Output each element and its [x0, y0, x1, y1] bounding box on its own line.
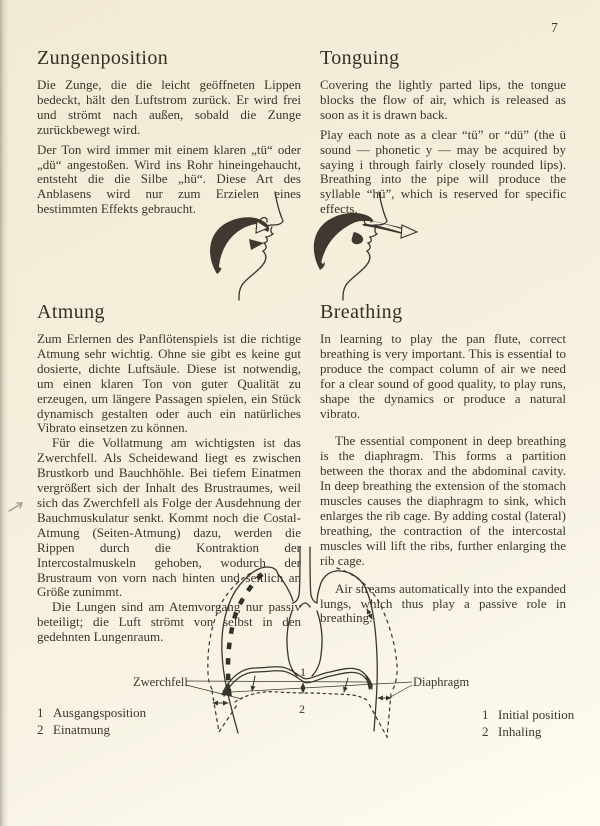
mediastinum-right-edge	[312, 611, 322, 676]
tongue-tip	[249, 239, 264, 250]
diaphragm-sink-arrow-left	[252, 676, 255, 691]
air-arrow-icon	[401, 225, 417, 238]
legend-label: Inhaling	[498, 723, 542, 739]
trachea-left-line	[293, 547, 300, 603]
diagram-marker-2: 2	[299, 702, 305, 716]
diagram-label-diaphragm: Diaphragm	[413, 675, 470, 689]
paragraph: Die Zunge, die die leicht geöffneten Lippen bedeckt, hält den Luftstrom zurück. Er wird frei und strömt nach außen, sobald die Zunge zurückbewegt wird.	[37, 77, 301, 137]
mediastinum-left-edge	[287, 611, 297, 676]
mouth-diagram-air-released	[310, 190, 428, 302]
diagram-label-zwerchfell: Zwerchfell	[133, 675, 188, 689]
legend-number: 1	[482, 707, 489, 722]
lips-chin-profile	[239, 227, 273, 300]
curled-tongue-tip	[352, 232, 364, 244]
paragraph: Der Ton wird immer mit einem klaren „tü“ oder „dü“ angestoßen. Wird ins Rohr hineingehaucht, entsteht die die Silbe „hü“. Diese Art des Anblasens wird nur zum Erzielen eines bestimmten Effekts gebraucht.	[37, 141, 301, 217]
paragraph: Zum Erlernen des Panflötenspiels ist die richtige Atmung sehr wichtig. Ohne sie gibt es keine gut dosierte, dichte Luftsäule. Diese ist notwendig, um einen klaren Ton von guter Qualität zu erzeugen, um längere Passagen spielen, ein Stück dynamisch gestalten oder auch ein natürliches Vibrato einsetzen zu können.	[37, 331, 301, 436]
paragraph: Covering the lightly parted lips, the tongue blocks the flow of air, which is released as soon as it is drawn back.	[320, 77, 566, 122]
legend-item	[482, 707, 574, 724]
section-title-tonguing: Tonguing	[320, 47, 400, 69]
legend-label: Einatmung	[53, 721, 111, 737]
diagram-legend-german	[37, 705, 146, 738]
diagram-marker-1: 1	[300, 665, 306, 679]
legend-label: Ausgangsposition	[53, 705, 147, 720]
paragraph: Play each note as a clear “tü” or “dü” (the ü sound — phonetic y — may be acquired by saying i through fairly closely rounded lips). Breathing into the pipe will produce the syllable “hü”, which is reserved for specific effects.	[320, 126, 566, 217]
nose-profile	[375, 192, 387, 225]
diagram-legend-english	[482, 707, 574, 740]
legend-item	[482, 724, 574, 741]
legend-number: 2	[37, 721, 44, 737]
scan-edge-shadow	[0, 0, 9, 826]
nose-profile	[271, 192, 283, 225]
legend-item	[37, 722, 146, 739]
left-lung-outline	[222, 567, 293, 733]
section-title-breathing: Breathing	[320, 301, 403, 323]
expansion-arrow-top-right	[367, 609, 372, 619]
right-lung-outline	[317, 571, 377, 731]
legend-label: Initial position	[498, 707, 575, 722]
mouth-diagram-tongue-blocking	[197, 190, 302, 302]
section-title-atmung: Atmung	[37, 301, 105, 323]
legend-number: 1	[37, 705, 44, 720]
diaphragm-curve-inhaled	[235, 692, 367, 702]
movement-arrows	[213, 609, 391, 703]
legend-number: 2	[482, 723, 489, 739]
section-title-zungenposition: Zungenposition	[37, 47, 169, 69]
expanded-recess-right	[369, 694, 391, 737]
paragraph: Air streams automatically into the expanded lungs, which thus play a passive role in breathing.	[320, 580, 566, 626]
diaphragm-sink-arrow-right	[344, 678, 348, 692]
paragraph: Die Lungen sind am Atemvorgang nur passiv beteiligt; die Luft strömt von selbst in den gedehnten Lungenraum.	[37, 599, 301, 645]
legend-item	[37, 705, 146, 722]
paragraph: The essential component in deep breathing is the diaphragm. This forms a partition between the thorax and the abdominal cavity. In deep breathing the extension of the stomach muscles causes the diaphragm to sink, which enlarges the rib cage. By adding costal (lateral) breathing, the contraction of the intercostal muscles will lift the ribs, further enlarging the rib cage.	[320, 433, 566, 568]
pencil-mark	[6, 499, 26, 520]
paragraph: Für die Vollatmung am wichtigsten ist das Zwerchfell. Als Scheidewand liegt es zwischen Brustkorb und Bauchhöhle. Bei tiefem Einatmen vergrößert sich der Inhalt des Brustraumes, weil sich das Zwerchfell als Folge der Ausdehnung der Bauchmuskulatur senkt. Kommt noch die Costal-Atmung (Seiten-Atmung) dazu, werden die Rippen durch die Kontraktion der Intercostalmuskeln gehoben, wodurch der Brustraum von vorn nach hinten und seitlich an Größe zunimmt.	[37, 435, 301, 600]
carina	[300, 603, 310, 607]
page-number: 7	[551, 20, 558, 35]
label-pointer-lines	[186, 681, 412, 699]
trachea-right-line	[310, 547, 317, 603]
paragraph: In learning to play the pan flute, correct breathing is very important. This is essential to produce the compact column of air we need for a clear sound of good quality, to play runs, shape the dynamics or produce a natural vibrato.	[320, 331, 566, 421]
lungs-diaphragm-diagram	[115, 545, 485, 795]
